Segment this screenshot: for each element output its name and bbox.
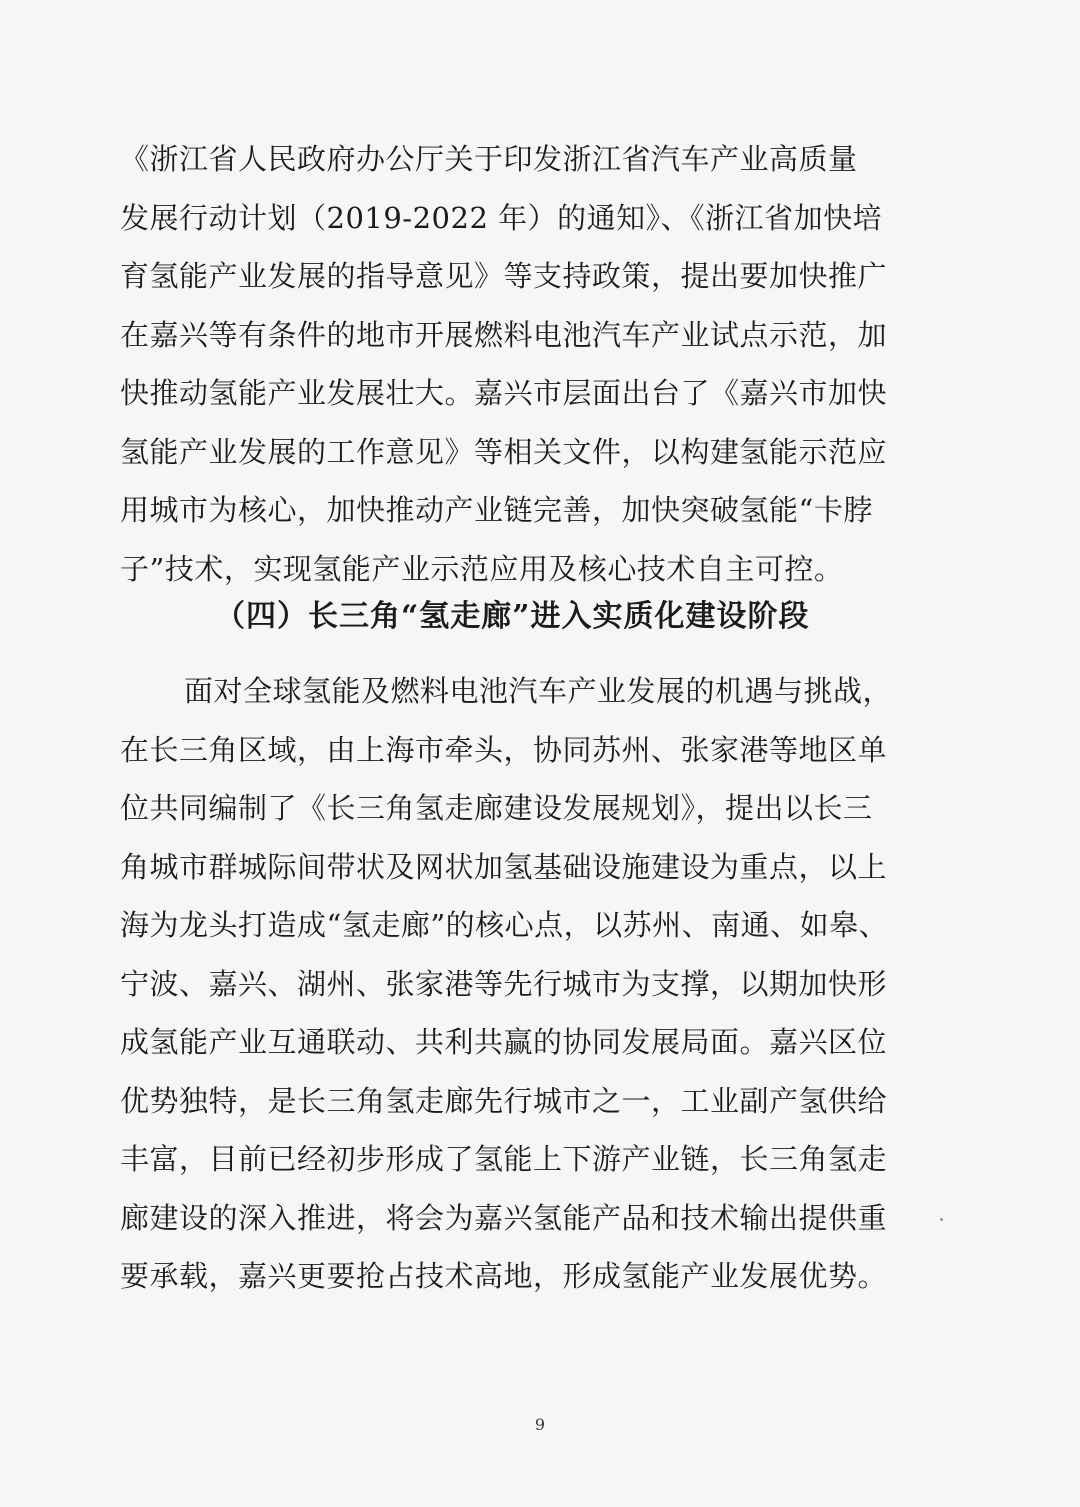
paragraph-line: 用城市为核心，加快推动产业链完善，加快突破氢能“卡脖 xyxy=(120,493,873,527)
paragraph-line: 宁波、嘉兴、湖州、张家港等先行城市为支撑，以期加快形 xyxy=(120,966,888,1001)
paragraph-line: 位共同编制了《长三角氢走廊建设发展规划》，提出以长三 xyxy=(120,791,873,825)
section-heading: （四）长三角“氢走廊”进入实质化建设阶段 xyxy=(215,599,810,634)
paragraph-line: 氢能产业发展的工作意见》等相关文件，以构建氢能示范应 xyxy=(120,434,888,469)
paragraph-line: 要承载，嘉兴更要抢占技术高地，形成氢能产业发展优势。 xyxy=(120,1259,888,1293)
paragraph-line: 育氢能产业发展的指导意见》等支持政策，提出要加快推广 xyxy=(120,259,888,293)
paragraph-line: 快推动氢能产业发展壮大。嘉兴市层面出台了《嘉兴市加快 xyxy=(120,376,888,410)
paragraph-line: 在嘉兴等有条件的地市开展燃料电池汽车产业试点示范，加 xyxy=(120,317,888,352)
paragraph-line: 子”技术，实现氢能产业示范应用及核心技术自主可控。 xyxy=(120,551,844,586)
paragraph-line: 发展行动计划（2019-2022 年）的通知》、《浙江省加快培 xyxy=(120,200,883,235)
paragraph-1 xyxy=(120,130,960,598)
paragraph-line: 角城市群城际间带状及网状加氢基础设施建设为重点，以上 xyxy=(120,849,888,884)
paragraph-line: 成氢能产业互通联动、共利共赢的协同发展局面。嘉兴区位 xyxy=(120,1025,888,1059)
page-number: 9 xyxy=(534,1415,546,1434)
paragraph-line: 海为龙头打造成“氢走廊”的核心点，以苏州、南通、如皋、 xyxy=(120,908,889,942)
paragraph-line: 面对全球氢能及燃料电池汽车产业发展的机遇与挑战， xyxy=(184,674,893,708)
paragraph-line: 优势独特，是长三角氢走廊先行城市之一，工业副产氢供给 xyxy=(120,1083,888,1118)
scan-speck xyxy=(940,1218,943,1221)
paragraph-line: 在长三角区域，由上海市牵头，协同苏州、张家港等地区单 xyxy=(120,732,888,767)
paragraph-2 xyxy=(120,662,960,1306)
paragraph-line: 廊建设的深入推进，将会为嘉兴氢能产品和技术输出提供重 xyxy=(120,1200,888,1235)
paragraph-line: 《浙江省人民政府办公厅关于印发浙江省汽车产业高质量 xyxy=(120,142,858,176)
paragraph-line: 丰富，目前已经初步形成了氢能上下游产业链，长三角氢走 xyxy=(120,1142,888,1176)
